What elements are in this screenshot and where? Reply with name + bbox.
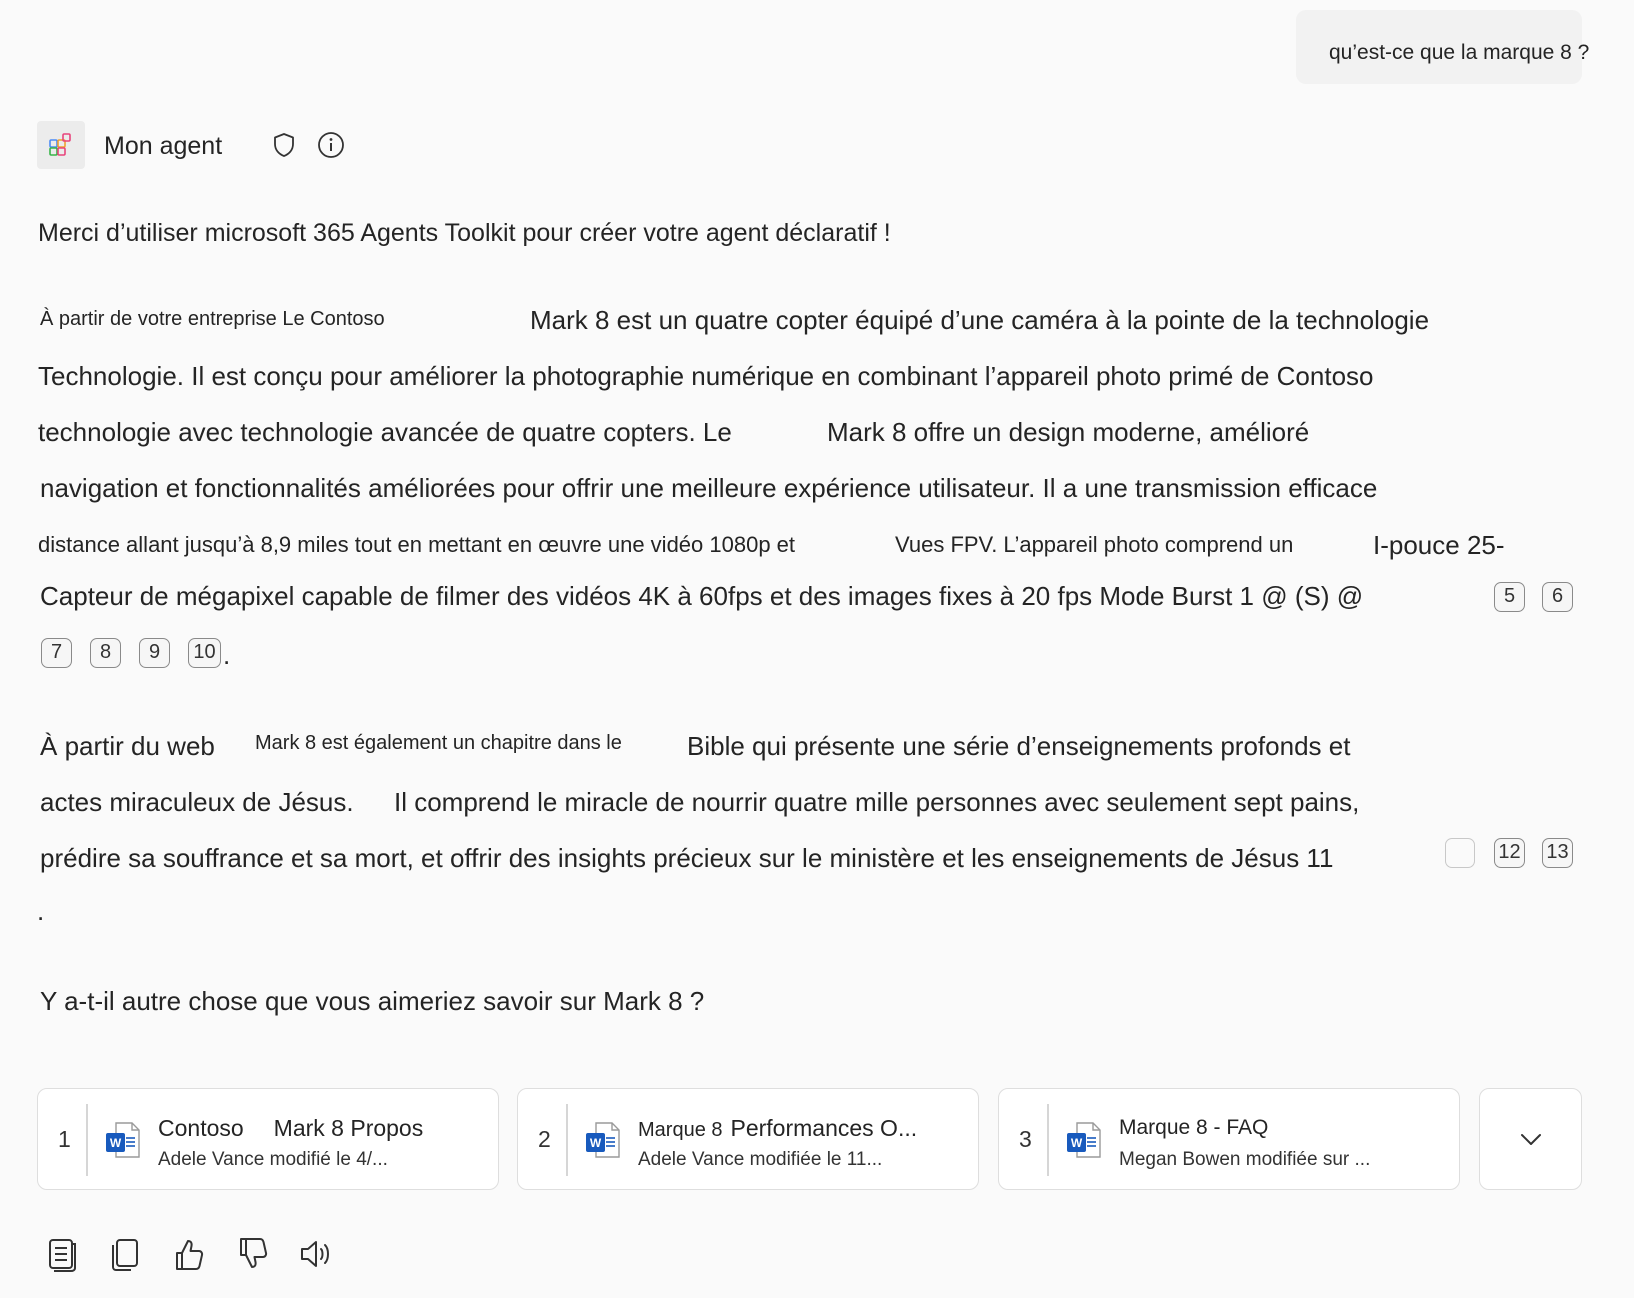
web-line: Il comprend le miracle de nourrir quatre mille personnes avec seulement sept pains, [394,787,1360,817]
svg-text:W: W [109,1136,122,1150]
enterprise-line: distance allant jusqu’à 8,9 miles tout en mettant en œuvre une vidéo 1080p et [38,532,796,557]
user-message-bubble [1296,10,1590,84]
enterprise-line: Mark 8 est un quatre copter équipé d’une caméra à la pointe de la technologie [530,305,1430,335]
agent-name: Mon agent [104,132,223,160]
web-line: prédire sa souffrance et sa mort, et offrir des insights précieux sur le ministère et les enseignements de Jésus 11 [40,843,1334,873]
enterprise-line: Technologie. Il est conçu pour améliorer la photographie numérique en combinant l’appareil photo primé de Contoso [38,361,1374,391]
reference-subtitle: Adele Vance modifiée le 11... [638,1149,883,1170]
web-end-punct: . [37,896,45,926]
word-document-icon [104,1121,142,1159]
reference-card[interactable] [998,1088,1460,1190]
citation-badge[interactable]: 5 [1494,582,1525,612]
citation-badge[interactable]: 6 [1542,582,1573,612]
enterprise-source-label: À partir de votre entreprise Le Contoso [40,308,385,330]
citation-badge[interactable]: 13 [1542,838,1573,868]
notes-icon[interactable] [42,1234,82,1274]
web-line: actes miraculeux de Jésus. [40,787,354,817]
agent-apps-icon [49,133,73,157]
enterprise-line: Mark 8 offre un design moderne, amélioré [827,417,1310,447]
reference-subtitle: Adele Vance modifié le 4/... [158,1149,388,1170]
web-inline-text: Mark 8 est également un chapitre dans le [255,732,622,754]
shield-icon[interactable] [269,130,299,160]
word-document-icon [1065,1121,1103,1159]
reference-number: 2 [538,1126,551,1152]
enterprise-line: Capteur de mégapixel capable de filmer des vidéos 4K à 60fps et des images fixes à 20 fps Mode Burst 1 @ (S) @ [40,581,1364,611]
reference-title: Marque 8 - FAQ [1119,1116,1269,1139]
thumbs-down-icon[interactable] [232,1234,272,1274]
enterprise-line: Vues FPV. L’appareil photo comprend un [895,532,1294,557]
enterprise-line: I-pouce 25- [1373,530,1505,560]
divider [86,1104,88,1176]
word-document-icon [584,1121,622,1159]
reference-title: Contoso Mark 8 Propos [158,1115,424,1141]
citation-badge[interactable]: 8 [90,638,121,668]
expand-references-button[interactable] [1479,1088,1582,1190]
copy-icon[interactable] [105,1234,145,1274]
agent-header [37,121,437,169]
citation-badge[interactable]: 12 [1494,838,1525,868]
read-aloud-icon[interactable] [296,1234,336,1274]
enterprise-line: navigation et fonctionnalités améliorées pour offrir une meilleure expérience utilisateur. Il a une transmission efficace [40,473,1378,503]
citation-badge[interactable]: 9 [139,638,170,668]
svg-text:W: W [1070,1136,1083,1150]
web-line: Bible qui présente une série d’enseignements profonds et [687,731,1351,761]
enterprise-line: technologie avec technologie avancée de quatre copters. Le [38,417,732,447]
response-intro: Merci d’utiliser microsoft 365 Agents Toolkit pour créer votre agent déclaratif ! [38,219,891,247]
divider [566,1104,568,1176]
reference-number: 3 [1019,1126,1032,1152]
citation-badge[interactable]: 7 [41,638,72,668]
thumbs-up-icon[interactable] [168,1234,208,1274]
reference-subtitle: Megan Bowen modifiée sur ... [1119,1149,1371,1170]
reference-number: 1 [58,1126,71,1152]
citation-badge-placeholder[interactable] [1445,838,1475,868]
web-source-label: À partir du web [40,731,215,761]
svg-text:W: W [589,1136,602,1150]
user-message-text: qu’est-ce que la marque 8 ? [1329,41,1590,64]
chevron-down-icon [1517,1126,1545,1154]
reference-title: Marque 8 Performances O... [638,1115,918,1141]
citation-badge[interactable]: 10 [188,638,221,668]
agent-avatar [37,121,85,169]
reference-card[interactable] [37,1088,499,1190]
info-icon[interactable] [316,130,346,160]
follow-up-question: Y a-t-il autre chose que vous aimeriez savoir sur Mark 8 ? [40,986,705,1016]
enterprise-end-punct: . [223,640,231,670]
reference-card[interactable] [517,1088,979,1190]
divider [1047,1104,1049,1176]
